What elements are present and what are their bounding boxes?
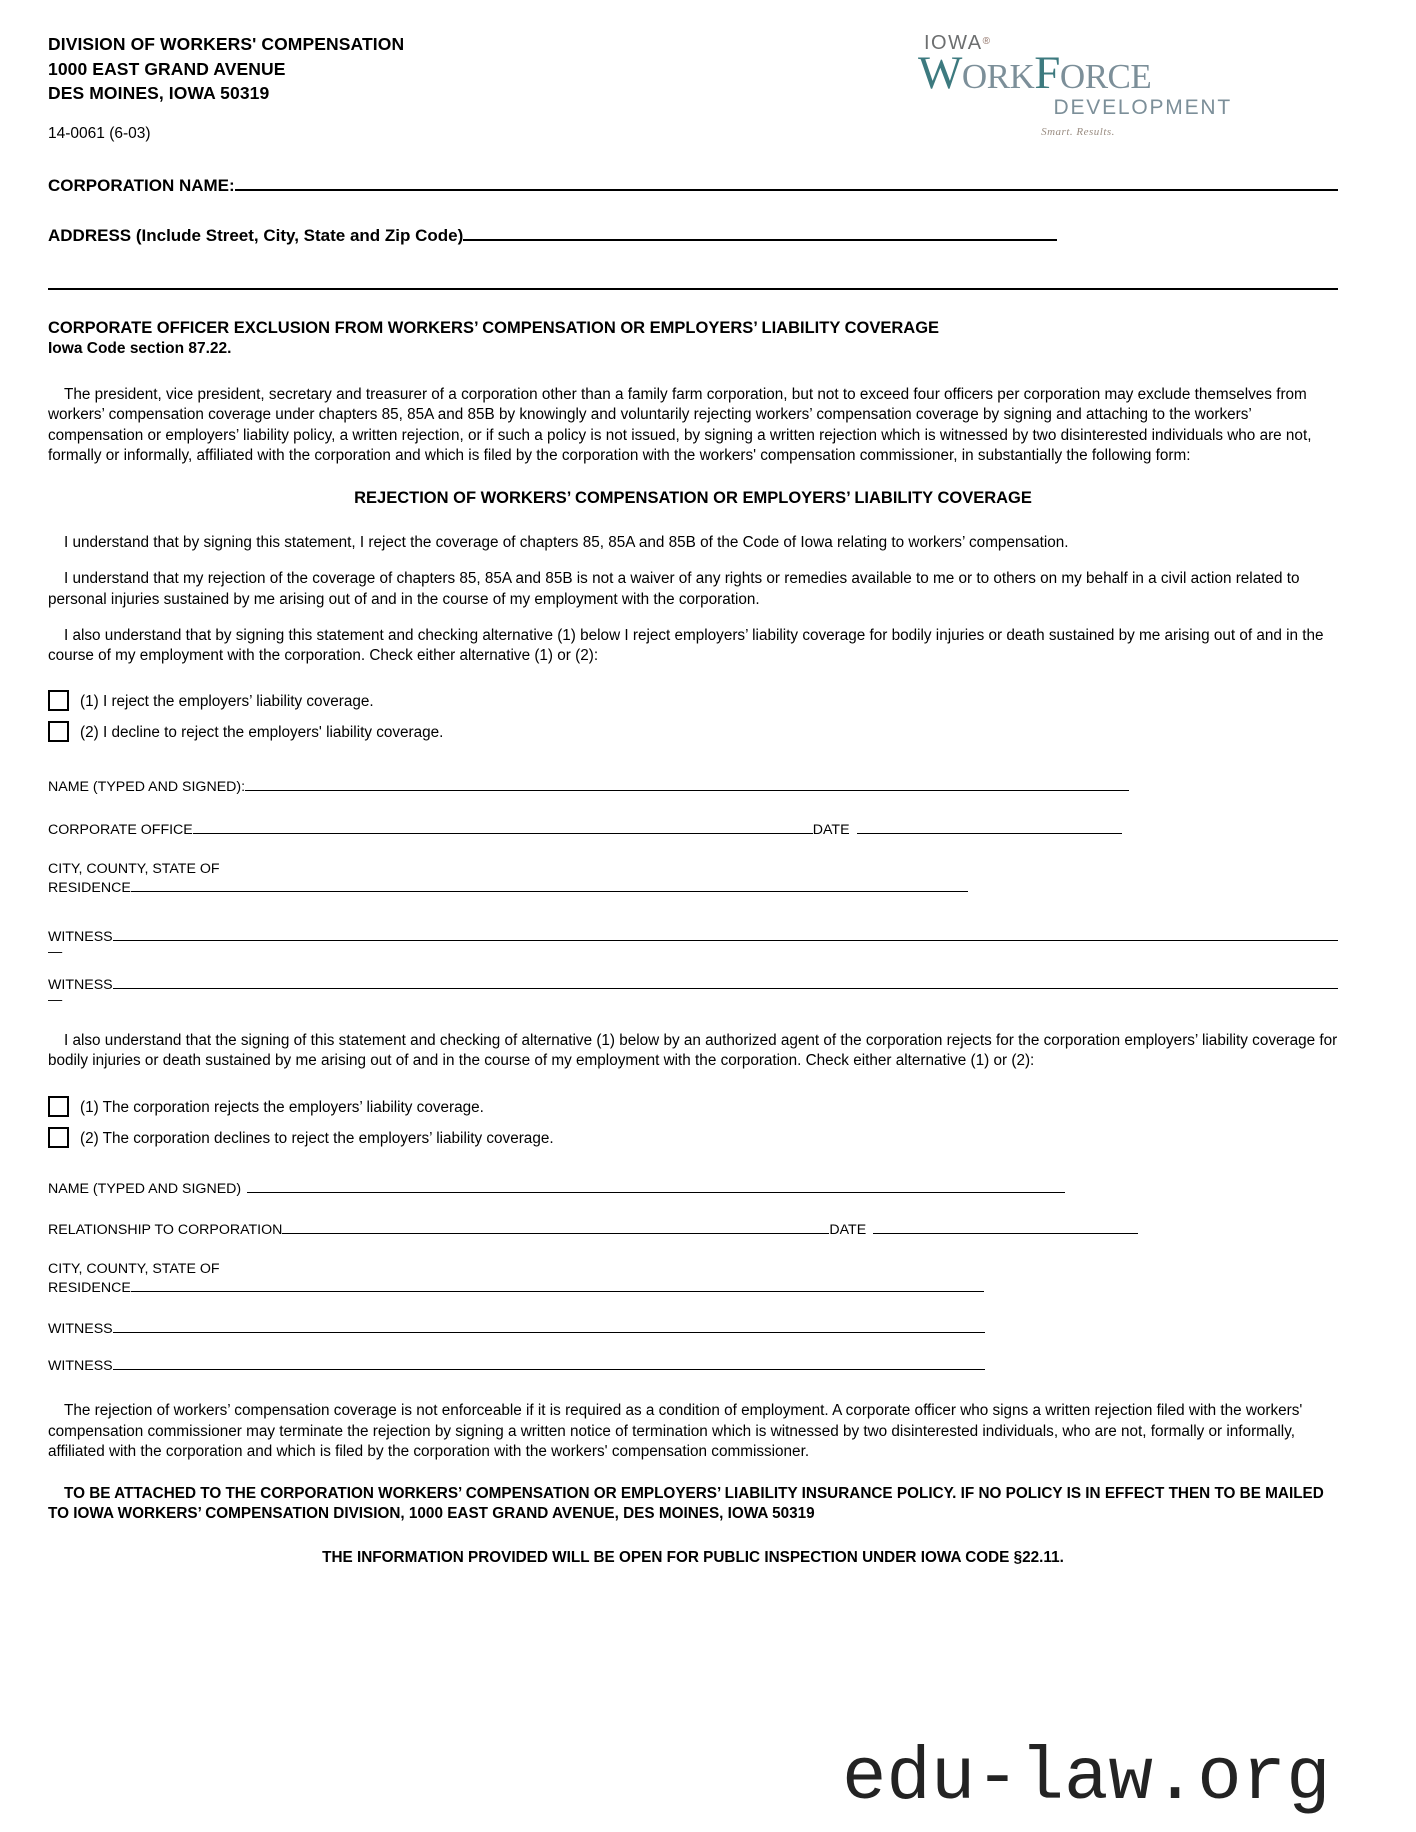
corporation-witness-2-row	[48, 1356, 1338, 1375]
public-inspection-notice: THE INFORMATION PROVIDED WILL BE OPEN FOR PUBLIC INSPECTION UNDER IOWA CODE §22.11.	[322, 1548, 1064, 1566]
logo-iowa-text: IOWA®	[924, 32, 992, 54]
corporation-alternative-2-label: (2) The corporation declines to reject the employers’ liability coverage.	[80, 1130, 554, 1148]
corporate-office-label: CORPORATE OFFICE	[48, 821, 193, 838]
corporation-residence-label-line1: CITY, COUNTY, STATE OF	[48, 1261, 220, 1278]
officer-alternative-1-label: (1) I reject the employers’ liability coverage.	[80, 692, 374, 710]
agency-line-3: DES MOINES, IOWA 50319	[48, 83, 270, 103]
corporation-witness-1-row	[48, 1319, 1338, 1338]
page-content	[48, 0, 1338, 1567]
officer-date-label: DATE	[812, 821, 850, 838]
checkbox-corporation-alternative-1[interactable]	[48, 1096, 69, 1117]
officer-witness-2-input[interactable]	[113, 975, 1338, 989]
officer-residence-input[interactable]	[131, 878, 968, 892]
officer-witness-1-label: WITNESS	[48, 928, 113, 945]
intro-paragraph: The president, vice president, secretary and treasurer of a corporation other than a family farm corporation, but not to exceed four officers per corporation may exclude themselves from workers’ compensation coverage under chapters 85, 85A and 85B by knowingly and voluntarily rejecting workers’ compensation coverage by signing and attaching to the workers’ compensation or employers’ liability policy, a written rejection, or if such a policy is not issued, by signing a written rejection which is witnessed by two disinterested individuals who are not, formally or informally, affiliated with the corporation and which is filed by the corporation with the workers' compensation commissioner, in substantially the following form:	[48, 386, 1312, 464]
officer-alternative-1-row[interactable]	[48, 689, 1338, 712]
corporation-witness-2-label: WITNESS	[48, 1358, 113, 1375]
corporation-alternative-1-row[interactable]	[48, 1095, 1338, 1118]
corporation-witness-2-input[interactable]	[113, 1356, 985, 1370]
officer-name-label: NAME (TYPED AND SIGNED):	[48, 778, 246, 795]
corporation-residence-row	[48, 1278, 1338, 1297]
officer-date-input[interactable]	[857, 820, 1122, 834]
corporate-office-input[interactable]	[193, 820, 813, 834]
address-row	[48, 224, 1338, 246]
corporation-alternative-2-row[interactable]	[48, 1126, 1338, 1149]
logo-development-text: DEVELOPMENT	[1053, 96, 1232, 119]
officer-residence-label-line1: CITY, COUNTY, STATE OF	[48, 860, 220, 877]
logo-tagline: Smart. Results.	[1041, 126, 1115, 138]
enforceability-paragraph: The rejection of workers’ compensation coverage is not enforceable if it is required as a condition of employment. A corporate officer who signs a written rejection filed with the workers' compensation commissioner may terminate the rejection by signing a written notice of termination which is witnessed by two disinterested individuals, who are not, formally or informally, affiliated with the corporation and which is filed by the corporation with the workers' compensation commissioner.	[48, 1402, 1303, 1460]
attachment-notice: TO BE ATTACHED TO THE CORPORATION WORKERS’ COMPENSATION OR EMPLOYERS’ LIABILITY INSURANCE POLICY. IF NO POLICY IS IN EFFECT THEN TO BE MAILED TO IOWA WORKERS’ COMPENSATION DIVISION, 1000 EAST GRAND AVENUE, DES MOINES, IOWA 50319	[48, 1485, 1324, 1523]
statement-paragraph-2: I understand that my rejection of the coverage of chapters 85, 85A and 85B is not a waiver of any rights or remedies available to me or to others on my behalf in a civil action related to personal injuries sustained by me arising out of and in the course of my employment with the corporation.	[48, 570, 1300, 608]
checkbox-officer-alternative-2[interactable]	[48, 721, 69, 742]
statement-paragraph-3: I also understand that by signing this statement and checking alternative (1) below I reject employers’ liability coverage for bodily injuries or death sustained by me arising out of and in the course of my employment with the corporation. Check either alternative (1) or (2):	[48, 627, 1324, 665]
corporation-witness-1-label: WITNESS	[48, 1321, 113, 1338]
address-input[interactable]	[463, 224, 1057, 241]
section-title: CORPORATE OFFICER EXCLUSION FROM WORKERS’ COMPENSATION OR EMPLOYERS’ LIABILITY COVERAGE	[48, 319, 940, 337]
corporation-date-label: DATE	[829, 1222, 867, 1239]
address-label: ADDRESS (Include Street, City, State and Zip Code)	[48, 226, 464, 245]
officer-residence-label-line2: RESIDENCE	[48, 879, 131, 896]
statement-paragraph-1: I understand that by signing this statement, I reject the coverage of chapters 85, 85A and 85B of the Code of Iowa relating to workers’ compensation.	[64, 534, 1069, 552]
logo-workforce-text: WORKFORCE	[918, 47, 1152, 99]
agent-paragraph: I also understand that the signing of this statement and checking of alternative (1) below by an authorized agent of the corporation rejects for the corporation employers’ liability coverage for bodily injuries or death sustained by me arising out of and in the course of my employment with the corporation. Check either alternative (1) or (2):	[48, 1031, 1338, 1069]
corporation-alternative-1-label: (1) The corporation rejects the employers’ liability coverage.	[80, 1099, 484, 1117]
relationship-row	[48, 1220, 1338, 1239]
corporation-name-signed-row	[48, 1179, 1338, 1198]
officer-witness-1-row	[48, 927, 1338, 946]
agency-line-2: 1000 EAST GRAND AVENUE	[48, 58, 286, 79]
corporation-residence-label-line2: RESIDENCE	[48, 1280, 131, 1297]
officer-witness-2-label: WITNESS	[48, 976, 113, 993]
agency-line-1: DIVISION OF WORKERS' COMPENSATION	[48, 34, 405, 54]
checkbox-officer-alternative-1[interactable]	[48, 690, 69, 711]
corporation-date-input[interactable]	[873, 1220, 1138, 1234]
corporation-name-signed-label: NAME (TYPED AND SIGNED)	[48, 1181, 242, 1198]
corporation-name-signed-input[interactable]	[247, 1179, 1065, 1193]
checkbox-corporation-alternative-2[interactable]	[48, 1127, 69, 1148]
edu-law-watermark: edu-law.org	[842, 1737, 1331, 1821]
officer-name-row	[48, 777, 1338, 796]
registered-trademark-icon: ®	[982, 36, 992, 47]
officer-alternative-2-row[interactable]	[48, 720, 1338, 743]
officer-residence-row	[48, 878, 1338, 897]
corporation-name-row	[48, 174, 1338, 196]
iowa-workforce-development-logo	[918, 32, 1238, 138]
officer-alternative-2-label: (2) I decline to reject the employers' liability coverage.	[80, 723, 444, 741]
rejection-heading: REJECTION OF WORKERS’ COMPENSATION OR EMPLOYERS’ LIABILITY COVERAGE	[354, 489, 1032, 508]
corporation-name-input[interactable]	[235, 174, 1338, 191]
officer-name-input[interactable]	[245, 777, 1129, 791]
agency-address-block	[48, 32, 404, 106]
relationship-label: RELATIONSHIP TO CORPORATION	[48, 1222, 283, 1239]
form-number: 14-0061 (6-03)	[48, 125, 151, 142]
corporation-witness-1-input[interactable]	[113, 1319, 985, 1333]
corporation-residence-input[interactable]	[131, 1278, 984, 1292]
officer-witness-1-dash: —	[48, 943, 62, 960]
relationship-input[interactable]	[282, 1220, 829, 1234]
officer-corporate-office-row	[48, 820, 1338, 839]
officer-witness-2-dash: —	[48, 991, 62, 1008]
officer-witness-1-input[interactable]	[113, 927, 1338, 941]
section-citation: Iowa Code section 87.22.	[48, 340, 232, 357]
corporation-name-label: CORPORATION NAME:	[48, 176, 235, 195]
officer-witness-2-row	[48, 975, 1338, 994]
